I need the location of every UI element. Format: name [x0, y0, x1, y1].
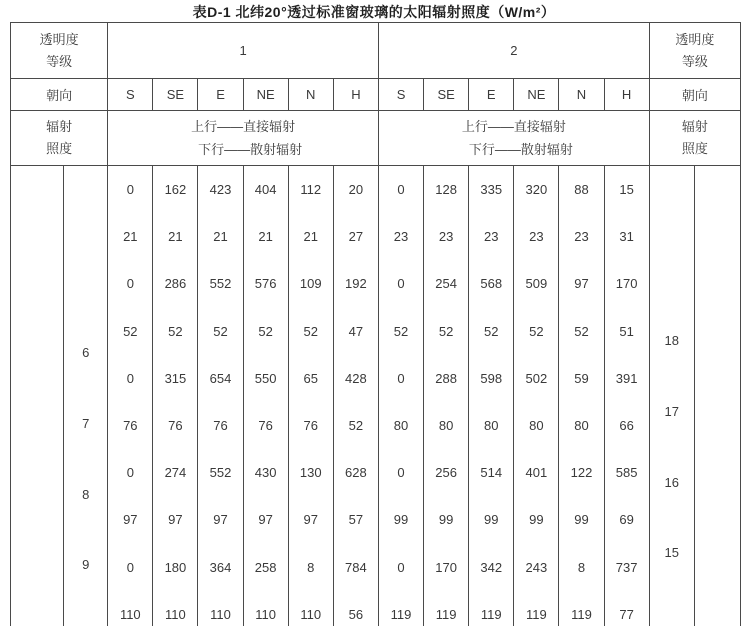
cell-value: 0 [397, 465, 405, 481]
cell-value: 122 [570, 465, 593, 481]
cell-value: 76 [303, 417, 318, 433]
cell-value: 170 [435, 559, 457, 575]
hour-label: 8 [82, 486, 90, 502]
cell-value: 364 [209, 559, 232, 575]
data-column-g1-n [288, 166, 333, 626]
cell-value: 585 [615, 465, 638, 481]
hour-label: 6 [82, 345, 90, 360]
cell-value: 99 [438, 512, 454, 528]
note-scattered-radiation: 下行——散射辐射 [198, 142, 303, 157]
cell-value: 21 [213, 229, 228, 245]
cell-value: 552 [209, 465, 232, 481]
cell-value: 0 [397, 559, 405, 575]
cell-value: 97 [213, 512, 228, 528]
cell-value: 23 [393, 229, 409, 245]
cell-value: 404 [254, 182, 277, 197]
cell-value: 162 [164, 182, 187, 197]
cell-value: 21 [168, 229, 183, 245]
irradiance-line1: 辐射 [46, 119, 73, 134]
orientation-g1-h: H [333, 79, 378, 111]
cell-value: 76 [213, 417, 228, 433]
cell-value: 21 [258, 229, 273, 245]
data-column-g1-h [333, 166, 378, 626]
cell-value: 0 [397, 182, 405, 197]
cell-value: 288 [435, 370, 457, 386]
cell-value: 119 [526, 606, 547, 622]
cell-value: 654 [209, 370, 232, 386]
cell-value: 110 [119, 606, 141, 622]
cell-value: 97 [123, 512, 138, 528]
cell-value: 110 [300, 606, 322, 622]
cell-value: 23 [574, 229, 589, 245]
cell-value: 784 [345, 559, 367, 575]
data-column-g2-ne [514, 166, 559, 626]
cell-value: 52 [123, 323, 138, 339]
cell-value: 0 [126, 182, 134, 197]
cell-value: 401 [525, 465, 548, 481]
hour-label: 16 [664, 474, 679, 490]
grade-1-cell: 1 [108, 23, 379, 79]
data-cell-empty-right [694, 166, 740, 626]
orientation-g1-ne: NE [243, 79, 288, 111]
cell-value: 0 [397, 276, 405, 292]
cell-value: 66 [619, 417, 634, 433]
note-scattered-radiation: 下行——散射辐射 [468, 142, 573, 157]
cell-value: 52 [348, 417, 364, 433]
irradiance-table [10, 22, 741, 626]
cell-value: 52 [168, 323, 183, 339]
cell-value: 568 [480, 276, 503, 292]
cell-value: 286 [164, 276, 187, 292]
cell-value: 52 [574, 323, 589, 339]
orientation-g1-s: S [108, 79, 153, 111]
cell-value: 119 [390, 606, 412, 622]
cell-value: 47 [348, 323, 364, 339]
cell-value: 509 [525, 276, 548, 292]
orientation-g2-h: H [604, 79, 649, 111]
cell-value: 56 [348, 606, 364, 622]
cell-value: 31 [619, 229, 634, 245]
data-column-g1-e [198, 166, 243, 626]
cell-value: 428 [345, 370, 367, 386]
grade-2-cell: 2 [378, 23, 649, 79]
irradiance-line2: 照度 [46, 141, 73, 156]
note-direct-radiation: 上行——直接辐射 [191, 119, 296, 134]
cell-value: 52 [303, 323, 318, 339]
irradiance-line1: 辐射 [681, 119, 708, 134]
cell-value: 80 [529, 417, 544, 433]
cell-value: 97 [574, 276, 589, 292]
cell-value: 97 [168, 512, 183, 528]
cell-value: 119 [571, 606, 592, 622]
transparency-grade-header-right [649, 23, 740, 79]
data-column-g2-s [378, 166, 423, 626]
cell-value: 128 [435, 182, 457, 197]
cell-value: 598 [480, 370, 503, 386]
irradiance-header-right [649, 111, 740, 166]
cell-value: 514 [480, 465, 503, 481]
hour-column-left [64, 166, 108, 626]
cell-value: 23 [484, 229, 499, 245]
cell-value: 737 [615, 559, 638, 575]
cell-value: 110 [255, 606, 276, 622]
orientation-g2-s: S [378, 79, 423, 111]
cell-value: 52 [438, 323, 454, 339]
cell-value: 274 [164, 465, 187, 481]
cell-value: 21 [303, 229, 318, 245]
data-column-g2-n [559, 166, 604, 626]
cell-value: 80 [484, 417, 499, 433]
cell-value: 110 [210, 606, 231, 622]
cell-value: 80 [393, 417, 409, 433]
table-title: 表D-1 北纬20°透过标准窗玻璃的太阳辐射照度（W/m²） [192, 4, 556, 20]
orientation-g1-se: SE [153, 79, 198, 111]
cell-value: 97 [258, 512, 273, 528]
cell-value: 192 [345, 276, 367, 292]
irradiance-line2: 照度 [681, 141, 708, 156]
orientation-g2-e: E [469, 79, 514, 111]
cell-value: 52 [393, 323, 409, 339]
cell-value: 8 [577, 559, 586, 575]
cell-value: 59 [574, 370, 589, 386]
irradiance-header-left [11, 111, 108, 166]
cell-value: 15 [619, 182, 634, 197]
cell-value: 430 [254, 465, 277, 481]
data-cell-empty-left [11, 166, 64, 626]
cell-value: 99 [574, 512, 589, 528]
cell-value: 52 [258, 323, 273, 339]
cell-value: 391 [615, 370, 638, 386]
cell-value: 335 [480, 182, 503, 197]
data-column-g1-se [153, 166, 198, 626]
cell-value: 52 [529, 323, 544, 339]
cell-value: 88 [574, 182, 589, 197]
cell-value: 112 [300, 182, 322, 197]
cell-value: 0 [126, 370, 134, 386]
cell-value: 23 [529, 229, 544, 245]
cell-value: 315 [164, 370, 187, 386]
cell-value: 21 [123, 229, 138, 245]
cell-value: 628 [345, 465, 367, 481]
cell-value: 320 [525, 182, 548, 197]
cell-value: 80 [574, 417, 589, 433]
cell-value: 258 [254, 559, 277, 575]
cell-value: 52 [484, 323, 499, 339]
radiation-note-g1 [108, 111, 379, 166]
orientation-g1-e: E [198, 79, 243, 111]
header-row-grade [11, 23, 741, 79]
cell-value: 23 [438, 229, 454, 245]
cell-value: 8 [307, 559, 315, 575]
cell-value: 342 [480, 559, 503, 575]
hour-column-right [649, 166, 694, 626]
cell-value: 57 [348, 512, 364, 528]
cell-value: 51 [619, 323, 634, 339]
cell-value: 423 [209, 182, 232, 197]
cell-value: 77 [619, 606, 634, 622]
data-column-g2-h [604, 166, 649, 626]
cell-value: 97 [303, 512, 318, 528]
cell-value: 76 [168, 417, 183, 433]
cell-value: 65 [303, 370, 318, 386]
cell-value: 243 [525, 559, 548, 575]
hour-label: 18 [664, 333, 679, 348]
orientation-g2-n: N [559, 79, 604, 111]
cell-value: 110 [165, 606, 186, 622]
cell-value: 119 [480, 606, 502, 622]
hour-label: 15 [664, 545, 679, 561]
data-column-g1-s [108, 166, 153, 626]
cell-value: 76 [258, 417, 273, 433]
cell-value: 52 [213, 323, 228, 339]
cell-value: 109 [299, 276, 322, 292]
header-row-orientation [11, 79, 741, 111]
transparency-grade-line2: 等级 [681, 53, 708, 69]
hour-label: 7 [82, 415, 90, 431]
cell-value: 502 [525, 370, 548, 386]
cell-value: 552 [209, 276, 232, 292]
cell-value: 0 [126, 559, 134, 575]
cell-value: 576 [254, 276, 277, 292]
cell-value: 130 [299, 465, 322, 481]
orientation-header-right: 朝向 [649, 79, 740, 111]
hour-label: 17 [664, 403, 679, 419]
cell-value: 99 [393, 512, 409, 528]
orientation-header-left: 朝向 [11, 79, 108, 111]
cell-value: 76 [123, 417, 138, 433]
cell-value: 180 [164, 559, 187, 575]
cell-value: 119 [435, 606, 457, 622]
transparency-grade-header-left [11, 23, 108, 79]
cell-value: 256 [435, 465, 457, 481]
transparency-grade-line2: 等级 [46, 53, 73, 69]
cell-value: 20 [348, 182, 364, 197]
data-column-g1-ne [243, 166, 288, 626]
cell-value: 254 [435, 276, 457, 292]
hour-label: 9 [82, 557, 90, 573]
cell-value: 0 [397, 370, 405, 386]
data-column-g2-se [424, 166, 469, 626]
transparency-grade-line1: 透明度 [39, 31, 79, 47]
cell-value: 99 [484, 512, 499, 528]
cell-value: 80 [438, 417, 454, 433]
data-column-g2-e [469, 166, 514, 626]
note-direct-radiation: 上行——直接辐射 [461, 119, 566, 134]
cell-value: 170 [615, 276, 638, 292]
cell-value: 69 [619, 512, 634, 528]
cell-value: 0 [126, 465, 134, 481]
cell-value: 99 [529, 512, 544, 528]
cell-value: 0 [126, 276, 134, 292]
header-row-irradiance [11, 111, 741, 166]
orientation-g2-ne: NE [514, 79, 559, 111]
radiation-note-g2 [378, 111, 649, 166]
data-row [11, 166, 741, 626]
cell-value: 550 [254, 370, 277, 386]
orientation-g1-n: N [288, 79, 333, 111]
transparency-grade-line1: 透明度 [675, 31, 715, 47]
orientation-g2-se: SE [424, 79, 469, 111]
cell-value: 27 [348, 229, 364, 245]
